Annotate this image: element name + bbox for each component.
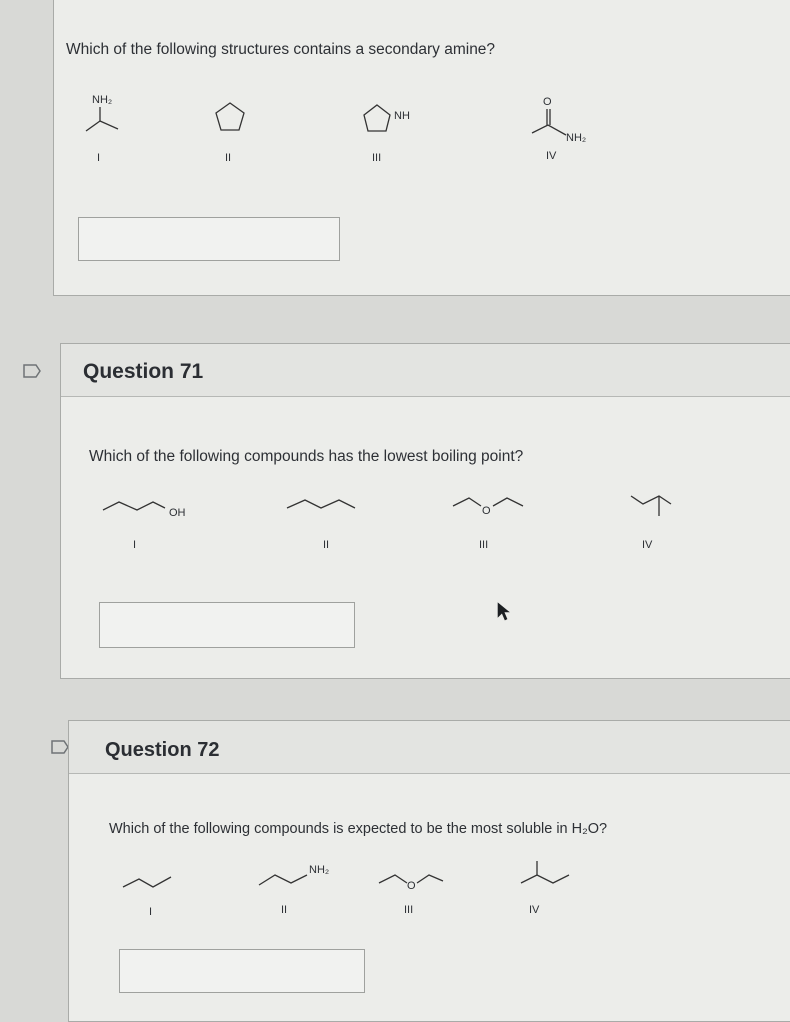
- structure-72-ii-roman: II: [281, 904, 288, 916]
- flag-icon[interactable]: [22, 364, 42, 378]
- question-72-text: Which of the following compounds is expected to be the most soluble in H₂O?: [109, 821, 608, 837]
- structure-70-i-label: NH₂: [92, 94, 113, 106]
- structure-71-i: [103, 502, 186, 551]
- structure-71-ii-roman: II: [323, 539, 330, 551]
- question-71-structures: [61, 486, 701, 566]
- question-72-title: Question 72: [105, 739, 220, 761]
- question-72-card: [68, 720, 790, 1022]
- structure-70-iv-carbonyl: O: [543, 96, 552, 108]
- question-72-answer-input[interactable]: [119, 949, 365, 993]
- structure-72-iv-roman: IV: [529, 904, 540, 916]
- question-71-header: [61, 344, 790, 397]
- question-71-text: Which of the following compounds has the lowest boiling point?: [89, 448, 524, 465]
- structure-71-i-label: OH: [169, 507, 186, 519]
- structure-72-ii: [259, 864, 329, 916]
- structure-72-iii-label: O: [407, 880, 416, 892]
- structure-70-iii: [364, 105, 410, 164]
- question-70-answer-input[interactable]: [78, 217, 340, 261]
- question-70-card: [53, 0, 790, 296]
- structure-71-i-roman: I: [133, 539, 137, 551]
- structure-72-iv: [521, 861, 569, 916]
- question-72-header: [69, 721, 790, 774]
- question-72-structures: [69, 857, 689, 937]
- structure-71-iv: [631, 496, 671, 551]
- flag-icon[interactable]: [50, 740, 70, 754]
- structure-70-iii-roman: III: [372, 152, 382, 164]
- structure-72-ii-label: NH₂: [309, 864, 330, 876]
- structure-72-iii: [379, 875, 443, 916]
- structure-71-iv-roman: IV: [642, 539, 653, 551]
- structure-71-iii-label: O: [482, 505, 491, 517]
- structure-70-ii: [216, 103, 244, 164]
- structure-72-i: [123, 877, 171, 918]
- structure-70-iv-roman: IV: [546, 150, 557, 162]
- question-70-structures: [54, 83, 654, 173]
- mouse-cursor-icon: [497, 602, 511, 622]
- structure-71-iii-roman: III: [479, 539, 489, 551]
- structure-70-iv: [532, 96, 586, 162]
- question-70-text: Which of the following structures contains a secondary amine?: [66, 41, 496, 58]
- structure-70-i-roman: I: [97, 152, 101, 164]
- structure-70-iv-label: NH₂: [566, 132, 587, 144]
- question-71-title: Question 71: [83, 360, 204, 383]
- structure-70-ii-roman: II: [225, 152, 232, 164]
- structure-72-i-roman: I: [149, 906, 153, 918]
- structure-71-ii: [287, 500, 355, 551]
- question-71-card: [60, 343, 790, 679]
- question-71-answer-input[interactable]: [99, 602, 355, 648]
- structure-71-iii: [453, 498, 523, 551]
- structure-70-i: [86, 94, 118, 164]
- structure-70-iii-label: NH: [394, 110, 410, 122]
- structure-72-iii-roman: III: [404, 904, 414, 916]
